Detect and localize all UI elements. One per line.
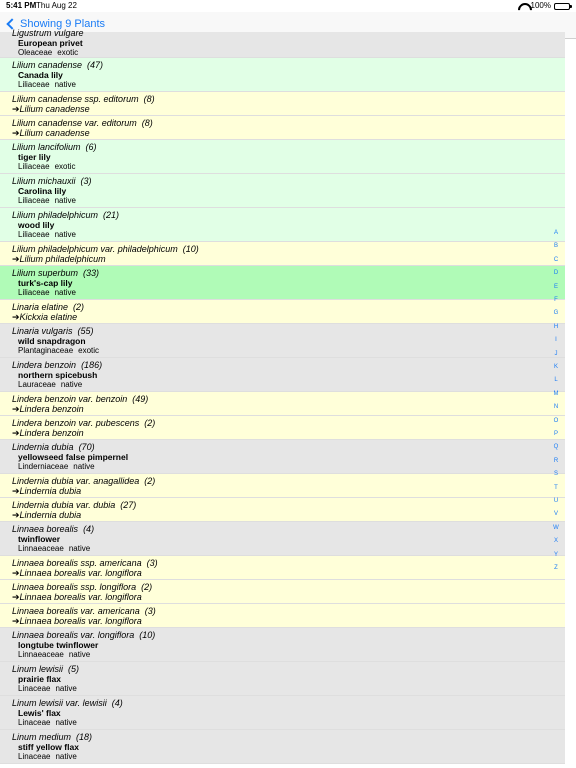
scientific-name-text: Linnaea borealis [12, 524, 79, 534]
accepted-name: Lindernia dubia [19, 486, 82, 496]
plant-row[interactable] [0, 140, 565, 174]
common-name: stiff yellow flax [18, 742, 79, 752]
accepted-name: Linnaea borealis var. longiflora [19, 568, 142, 578]
scientific-name [12, 210, 119, 220]
accepted-name: Lindernia dubia [19, 510, 82, 520]
scientific-name-text: Linnaea borealis var. americana [12, 606, 140, 616]
scientific-name-text: Linum lewisii var. lewisii [12, 698, 107, 708]
observation-count: (10) [139, 630, 156, 640]
scientific-name-text: Lindera benzoin var. benzoin [12, 394, 128, 404]
status-date: Thu Aug 22 [36, 1, 77, 10]
family-name: Oleaceae [18, 48, 53, 57]
accepted-name: Lindera benzoin [19, 428, 84, 438]
nativity-status: exotic [54, 162, 76, 171]
wifi-icon [518, 2, 528, 10]
plant-row[interactable] [0, 324, 565, 358]
common-name: European privet [18, 38, 83, 48]
family-name: Linnaeaceae [18, 650, 64, 659]
nativity-status: native [68, 544, 91, 553]
accepted-name-link [12, 312, 77, 323]
common-name: turk's-cap lily [18, 278, 73, 288]
nativity-status: native [55, 718, 77, 727]
family-name: Plantaginaceae [18, 346, 74, 355]
scientific-name-text: Lindera benzoin [12, 360, 77, 370]
observation-count: (2) [144, 476, 156, 486]
synonym-row[interactable] [0, 116, 565, 140]
observation-count: (3) [144, 606, 156, 616]
plant-row[interactable] [0, 208, 565, 242]
scientific-name [12, 268, 99, 278]
status-time: 5:41 PM [6, 1, 37, 10]
accepted-name: Lilium philadelphicum [19, 254, 106, 264]
family-name: Lauraceae [18, 380, 56, 389]
synonym-row[interactable] [0, 92, 565, 116]
accepted-name-link [12, 486, 81, 497]
accepted-name-link [12, 616, 142, 627]
index-letter-j[interactable]: J [554, 350, 558, 357]
nativity-status: native [60, 380, 83, 389]
arrow-right-icon: ➔ [12, 128, 20, 138]
plant-row[interactable] [0, 58, 565, 92]
scientific-name-text: Ligustrum vulgare [12, 28, 84, 38]
common-name: northern spicebush [18, 370, 98, 380]
synonym-row[interactable] [0, 580, 565, 604]
battery-icon [554, 3, 570, 10]
index-letter-w[interactable]: W [553, 524, 559, 531]
status-right [518, 0, 570, 12]
index-letter-v[interactable]: V [553, 511, 558, 518]
family-line [18, 162, 75, 171]
scientific-name-text: Linnaea borealis ssp. americana [12, 558, 142, 568]
accepted-name-link [12, 428, 84, 439]
arrow-right-icon: ➔ [12, 486, 20, 496]
arrow-right-icon: ➔ [12, 428, 20, 438]
common-name: Lewis' flax [18, 708, 61, 718]
accepted-name-link [12, 510, 81, 521]
observation-count: (55) [77, 326, 94, 336]
scientific-name [12, 244, 199, 254]
plant-row[interactable] [0, 174, 565, 208]
arrow-right-icon: ➔ [12, 616, 20, 626]
scientific-name [12, 118, 153, 128]
scientific-name [12, 142, 97, 152]
accepted-name-link [12, 104, 90, 115]
nativity-status: native [54, 196, 76, 205]
family-name: Liliaceae [18, 288, 50, 297]
index-letter-e[interactable]: E [553, 283, 558, 290]
common-name: tiger lily [18, 152, 51, 162]
family-line [18, 684, 77, 693]
observation-count: (5) [68, 664, 80, 674]
synonym-row[interactable] [0, 392, 565, 416]
scientific-name [12, 500, 136, 510]
nativity-status: native [73, 462, 95, 471]
observation-count: (33) [83, 268, 100, 278]
observation-count: (10) [182, 244, 199, 254]
nativity-status: exotic [78, 346, 100, 355]
family-name: Liliaceae [18, 162, 50, 171]
observation-count: (4) [83, 524, 95, 534]
common-name: Canada lily [18, 70, 63, 80]
observation-count: (70) [78, 442, 95, 452]
observation-count: (49) [132, 394, 149, 404]
family-line [18, 380, 82, 389]
index-letter-n[interactable]: N [553, 404, 559, 411]
scientific-name-text: Lindernia dubia [12, 442, 74, 452]
accepted-name-link [12, 568, 142, 579]
scientific-name-text: Lilium philadelphicum [12, 210, 99, 220]
observation-count: (3) [146, 558, 158, 568]
observation-count: (8) [143, 94, 155, 104]
synonym-row[interactable] [0, 242, 565, 266]
index-letter-y[interactable]: Y [553, 551, 558, 558]
scientific-name [12, 698, 123, 708]
family-line [18, 650, 90, 659]
arrow-right-icon: ➔ [12, 592, 20, 602]
arrow-right-icon: ➔ [12, 510, 20, 520]
index-letter-c[interactable]: C [553, 256, 559, 263]
plant-row[interactable] [0, 628, 565, 662]
index-letter-s[interactable]: S [553, 471, 558, 478]
common-name: prairie flax [18, 674, 61, 684]
family-line [18, 752, 77, 761]
observation-count: (186) [81, 360, 103, 370]
arrow-right-icon: ➔ [12, 404, 20, 414]
scientific-name [12, 94, 155, 104]
family-line [18, 288, 76, 297]
scientific-name [12, 418, 155, 428]
family-name: Linaceae [18, 684, 51, 693]
scientific-name [12, 60, 103, 70]
plant-row[interactable] [0, 730, 565, 764]
scientific-name [12, 442, 95, 452]
synonym-row[interactable] [0, 556, 565, 580]
observation-count: (2) [144, 418, 156, 428]
family-line [18, 544, 90, 553]
plant-row[interactable] [0, 28, 565, 58]
scientific-name-text: Linnaea borealis ssp. longiflora [12, 582, 137, 592]
arrow-right-icon: ➔ [12, 104, 20, 114]
common-name: wood lily [18, 220, 55, 230]
observation-count: (8) [141, 118, 153, 128]
scientific-name [12, 582, 152, 592]
nativity-status: native [55, 752, 77, 761]
scientific-name-text: Lilium michauxii [12, 176, 76, 186]
family-name: Linaceae [18, 718, 51, 727]
nativity-status: native [68, 650, 91, 659]
index-letter-r[interactable]: R [553, 457, 559, 464]
synonym-row[interactable] [0, 498, 565, 522]
common-name: wild snapdragon [18, 336, 86, 346]
index-letter-k[interactable]: K [553, 364, 558, 370]
arrow-right-icon: ➔ [12, 312, 20, 322]
index-letter-d[interactable]: D [553, 270, 559, 277]
family-name: Linaceae [18, 752, 51, 761]
index-letter-q[interactable]: Q [553, 444, 559, 451]
family-line [18, 718, 77, 727]
family-name: Liliaceae [18, 80, 50, 89]
scientific-name [12, 558, 158, 568]
scientific-name [12, 28, 84, 38]
index-letter-i[interactable]: I [555, 337, 557, 344]
battery-percent: 100% [530, 1, 551, 10]
scientific-name-text: Lilium superbum [12, 268, 79, 278]
scientific-name-text: Lilium canadense ssp. editorum [12, 94, 139, 104]
observation-count: (21) [103, 210, 120, 220]
observation-count: (6) [85, 142, 97, 152]
scientific-name-text: Linum lewisii [12, 664, 64, 674]
index-letter-g[interactable]: G [553, 310, 559, 317]
scientific-name [12, 732, 92, 742]
index-letter-m[interactable]: M [553, 390, 559, 397]
nativity-status: native [55, 684, 77, 693]
scientific-name-text: Linaria elatine [12, 302, 69, 312]
plant-row[interactable] [0, 358, 565, 392]
family-name: Liliaceae [18, 196, 50, 205]
family-name: Linderniaceae [18, 462, 69, 471]
observation-count: (2) [73, 302, 85, 312]
family-line [18, 230, 76, 239]
plant-row[interactable] [0, 440, 565, 474]
common-name: yellowseed false pimpernel [18, 452, 129, 462]
plant-list[interactable] [0, 28, 565, 768]
synonym-row[interactable] [0, 474, 565, 498]
family-name: Liliaceae [18, 230, 50, 239]
scientific-name-text: Lilium philadelphicum var. philadelphicum [12, 244, 178, 254]
scientific-name-text: Lilium canadense var. editorum [12, 118, 137, 128]
synonym-row[interactable] [0, 604, 565, 628]
scientific-name [12, 176, 92, 186]
synonym-row[interactable] [0, 416, 565, 440]
family-line [18, 462, 95, 471]
index-letter-o[interactable]: O [553, 417, 559, 424]
observation-count: (3) [80, 176, 92, 186]
plant-row[interactable] [0, 662, 565, 696]
scientific-name [12, 606, 156, 616]
index-letter-b[interactable]: B [553, 243, 558, 250]
accepted-name-link [12, 404, 84, 415]
plant-row[interactable] [0, 696, 565, 730]
scientific-name [12, 664, 79, 674]
plant-row[interactable] [0, 266, 565, 300]
index-letter-f[interactable]: F [554, 297, 558, 303]
family-line [18, 196, 76, 205]
scientific-name-text: Lindernia dubia var. anagallidea [12, 476, 140, 486]
common-name: twinflower [18, 534, 61, 544]
accepted-name: Lilium canadense [19, 128, 90, 138]
index-letter-p[interactable]: P [553, 431, 558, 437]
scientific-name-text: Lilium lancifolium [12, 142, 81, 152]
accepted-name-link [12, 592, 142, 603]
observation-count: (47) [87, 60, 104, 70]
observation-count: (18) [76, 732, 93, 742]
family-line [18, 48, 78, 57]
index-letter-h[interactable]: H [553, 323, 559, 330]
index-letter-a[interactable]: A [553, 230, 558, 236]
index-letter-z[interactable]: Z [554, 565, 558, 571]
scientific-name-text: Linnaea borealis var. longiflora [12, 630, 135, 640]
index-letter-t[interactable]: T [554, 484, 558, 491]
accepted-name-link [12, 254, 106, 265]
scientific-name-text: Lindernia dubia var. dubia [12, 500, 116, 510]
scientific-name [12, 326, 94, 336]
common-name: Carolina lily [18, 186, 67, 196]
synonym-row[interactable] [0, 300, 565, 324]
scientific-name [12, 394, 148, 404]
observation-count: (2) [141, 582, 153, 592]
observation-count: (27) [120, 500, 137, 510]
accepted-name: Linnaea borealis var. longiflora [19, 616, 142, 626]
scientific-name-text: Linaria vulgaris [12, 326, 73, 336]
observation-count: (4) [111, 698, 123, 708]
nativity-status: native [54, 80, 76, 89]
family-line [18, 80, 76, 89]
scientific-name [12, 630, 155, 640]
nativity-status: native [54, 230, 76, 239]
scientific-name [12, 302, 84, 312]
nativity-status: native [54, 288, 76, 297]
index-letter-l[interactable]: L [554, 377, 558, 384]
accepted-name: Lindera benzoin [19, 404, 84, 414]
arrow-right-icon: ➔ [12, 254, 20, 264]
accepted-name: Lilium canadense [19, 104, 90, 114]
scientific-name-text: Linum medium [12, 732, 72, 742]
family-name: Linnaeaceae [18, 544, 64, 553]
accepted-name-link [12, 128, 90, 139]
scientific-name [12, 524, 94, 534]
accepted-name: Kickxia elatine [19, 312, 78, 322]
plant-row[interactable] [0, 522, 565, 556]
index-letter-x[interactable]: X [553, 538, 558, 545]
arrow-right-icon: ➔ [12, 568, 20, 578]
back-button-label: Showing 9 Plants [20, 18, 105, 30]
index-letter-u[interactable]: U [553, 498, 559, 504]
accepted-name: Linnaea borealis var. longiflora [19, 592, 142, 602]
status-bar [0, 0, 576, 12]
scientific-name [12, 476, 155, 486]
scientific-name-text: Lilium canadense [12, 60, 83, 70]
common-name: longtube twinflower [18, 640, 99, 650]
scientific-name-text: Lindera benzoin var. pubescens [12, 418, 140, 428]
nativity-status: exotic [57, 48, 79, 57]
family-line [18, 346, 99, 355]
scientific-name [12, 360, 102, 370]
